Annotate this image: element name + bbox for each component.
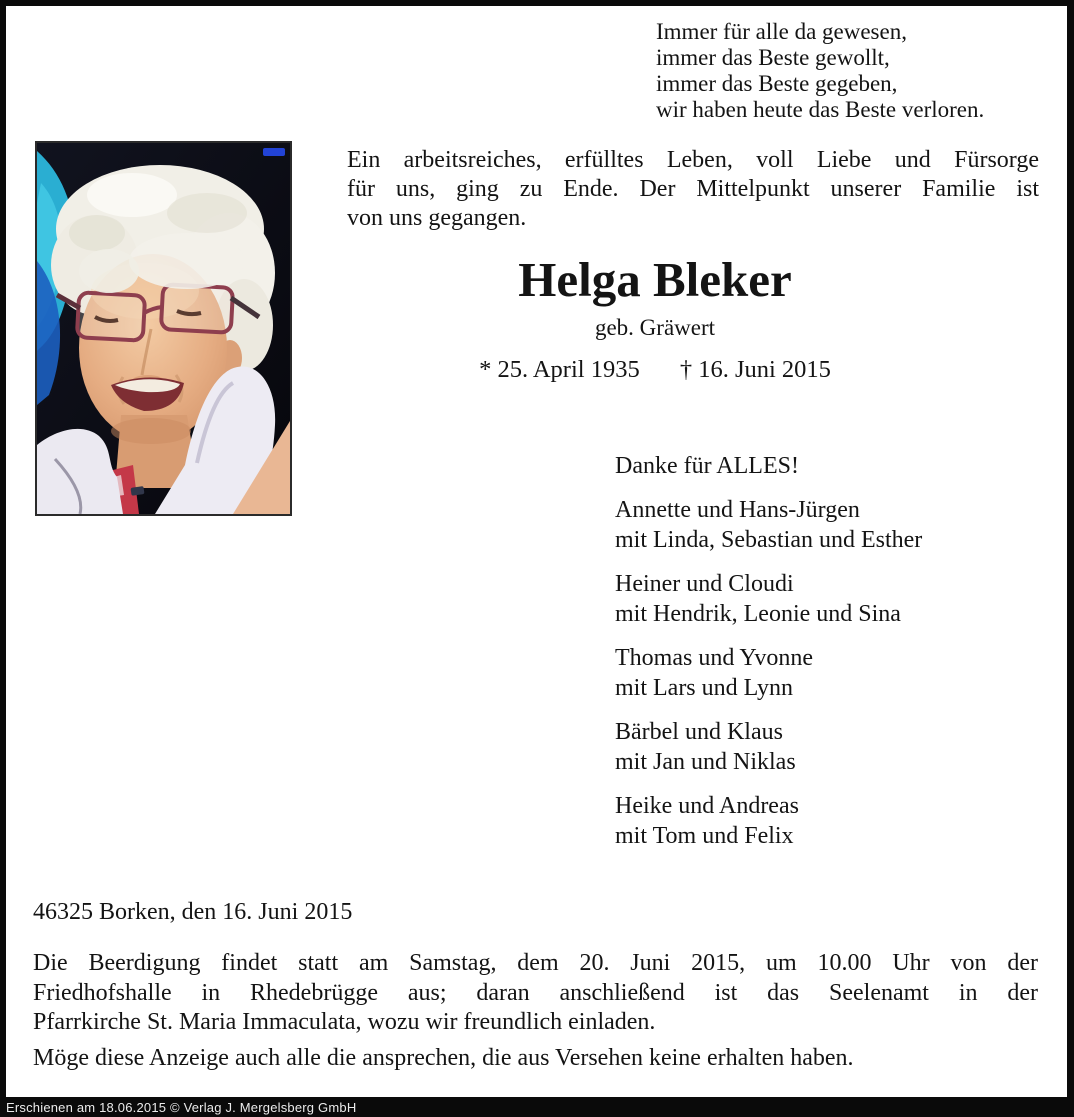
family-group [615,569,1055,629]
verse-line: wir haben heute das Beste verloren. [656,97,985,122]
funeral-line: Pfarrkirche St. Maria Immaculata, wozu wir freundlich einladen. [33,1009,656,1035]
portrait-photo [35,141,292,516]
funeral-line: Die Beerdigung findet statt am Samstag, dem 20. Juni 2015, um 10.00 Uhr von der [33,950,1038,976]
family-group [615,791,1055,851]
family-children: mit Jan und Niklas [615,749,796,775]
family-parents: Heike und Andreas [615,793,799,819]
mourners-block [615,451,1055,865]
verse-line: immer das Beste gegeben, [656,71,898,96]
family-group [615,495,1055,555]
closing-line: Möge diese Anzeige auch alle die ansprechen, die aus Versehen keine erhalten haben. [33,1045,854,1071]
maiden-name: geb. Gräwert [594,315,716,340]
verse-line: immer das Beste gewollt, [656,45,890,70]
family-parents: Thomas und Yvonne [615,645,814,671]
birth-date: * 25. April 1935 [479,356,640,383]
family-parents: Heiner und Cloudi [615,571,794,597]
funeral-line: Friedhofshalle in Rhedebrügge aus; daran anschließend ist das Seelenamt in der [33,979,1038,1006]
family-children: mit Hendrik, Leonie und Sina [615,601,901,627]
family-children: mit Tom und Felix [615,823,794,849]
intro-line: von uns gegangen. [347,205,527,231]
intro-line: Ein arbeitsreiches, erfülltes Leben, voll Liebe und Fürsorge [347,147,1039,173]
family-children: mit Linda, Sebastian und Esther [615,527,923,553]
family-parents: Annette und Hans-Jürgen [615,497,860,523]
death-date: † 16. Juni 2015 [679,356,831,383]
thanks-line: Danke für ALLES! [615,453,799,479]
life-dates [272,355,1038,385]
funeral-paragraph [33,949,1038,1038]
portrait-photo-illustration [37,143,290,514]
family-children: mit Lars und Lynn [615,675,793,701]
place-date-line: 46325 Borken, den 16. Juni 2015 [33,899,353,925]
intro-line: für uns, ging zu Ende. Der Mittelpunkt unserer Familie ist [347,176,1039,202]
opening-verse [656,19,1056,123]
intro-paragraph [347,146,1039,233]
family-parents: Bärbel und Klaus [615,719,783,745]
publisher-footer: Erschienen am 18.06.2015 © Verlag J. Mergelsberg GmbH [6,1100,357,1115]
deceased-name: Helga Bleker [518,252,792,307]
family-group [615,643,1055,703]
family-group [615,717,1055,777]
verse-line: Immer für alle da gewesen, [656,19,907,44]
